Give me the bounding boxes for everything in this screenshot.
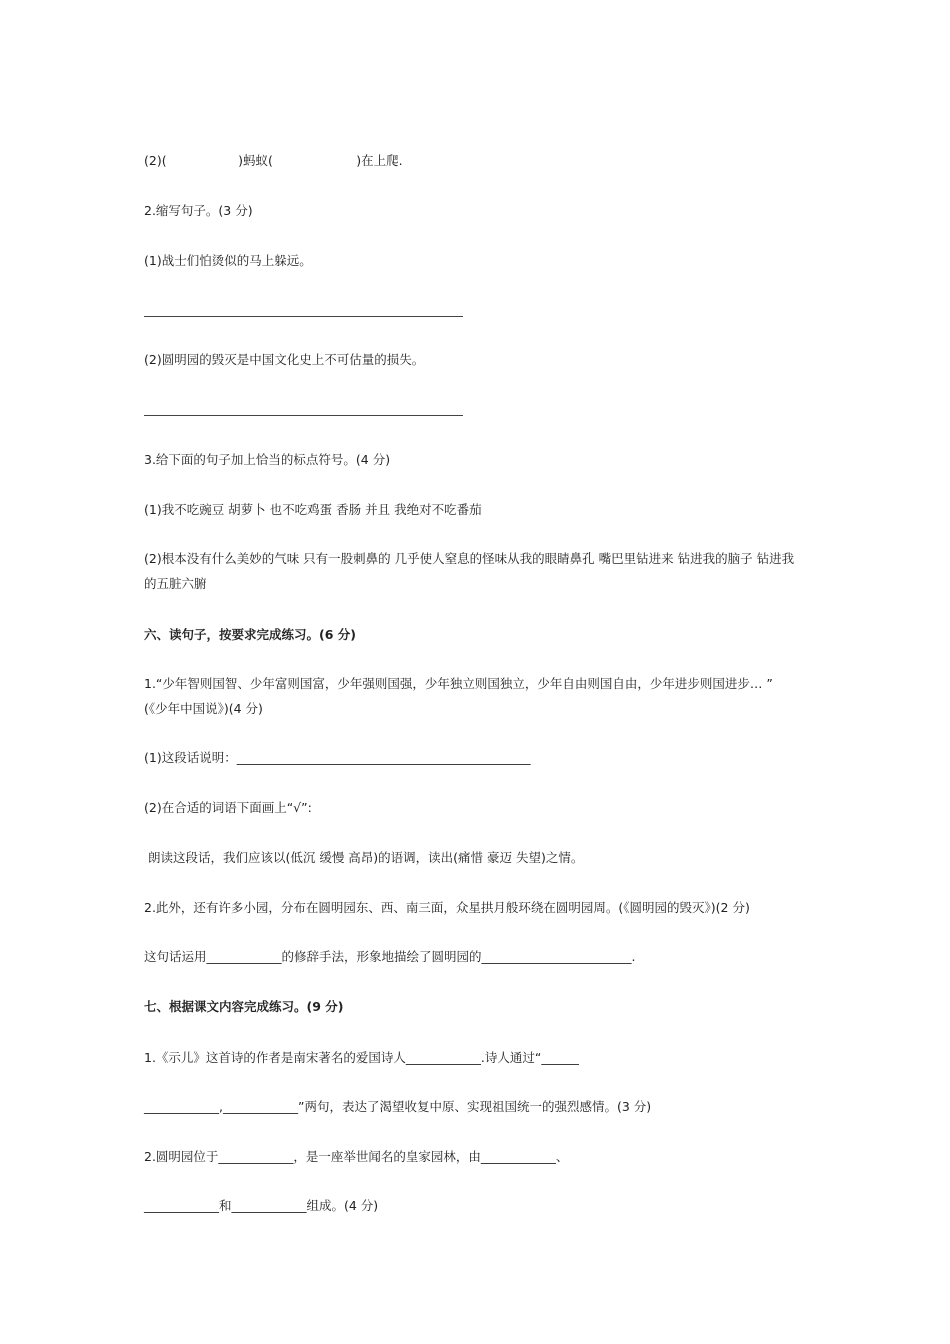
punctuation-sentence-2: (2)根本没有什么美妙的气味 只有一股刺鼻的 几乎使人窒息的怪味从我的眼睛鼻孔 嘴巴里钻进来 钻进我的脑子 钻进我 bbox=[144, 551, 795, 566]
section-six-heading: 六、读句子，按要求完成练习。(6 分) bbox=[144, 627, 356, 642]
answer-line bbox=[144, 415, 463, 416]
answer-line bbox=[144, 316, 463, 317]
passage-quote: 1.“少年智则国智、少年富则国富，少年强则国强，少年独立则国独立，少年自由则国自由，少年进步则国进步… ” bbox=[144, 676, 773, 691]
question-explain: (1)这段话说明：_______________________________________________ bbox=[144, 750, 531, 765]
passage-yuanmingyuan: 2.此外，还有许多小园，分布在圆明园东、西、南三面，众星拱月般环绕在圆明园周。(《圆明园的毁灭》)(2 分) bbox=[144, 900, 750, 915]
passage-source: (《少年中国说》)(4 分) bbox=[144, 701, 263, 716]
rhetoric-question: 这句话运用____________的修辞手法，形象地描绘了圆明园的________________________. bbox=[144, 949, 636, 964]
question-ants-fill: (2)( )蚂蚁( )在上爬. bbox=[144, 153, 403, 168]
yuanmingyuan-question-cont: ____________和____________组成。(4 分) bbox=[144, 1198, 379, 1213]
poem-question-1-cont: ____________,____________”两句，表达了渴望收复中原、实现祖国统一的强烈感情。(3 分) bbox=[144, 1099, 652, 1114]
shorten-sentence-1: (1)战士们怕烫似的马上躲远。 bbox=[144, 253, 312, 268]
question-mark-words: (2)在合适的词语下面画上“√”: bbox=[144, 800, 312, 815]
poem-question-1: 1.《示儿》这首诗的作者是南宋著名的爱国诗人____________.诗人通过“______ bbox=[144, 1050, 579, 1065]
yuanmingyuan-question: 2.圆明园位于____________，是一座举世闻名的皇家园林，由____________、 bbox=[144, 1149, 569, 1164]
section-3-heading: 3.给下面的句子加上恰当的标点符号。(4 分) bbox=[144, 452, 391, 467]
punctuation-sentence-1: (1)我不吃豌豆 胡萝卜 也不吃鸡蛋 香肠 并且 我绝对不吃番茄 bbox=[144, 502, 482, 517]
section-2-heading: 2.缩写句子。(3 分) bbox=[144, 203, 253, 218]
reading-tone-line: 朗读这段话，我们应该以(低沉 缓慢 高昂)的语调，读出(痛惜 豪迈 失望)之情。 bbox=[144, 850, 584, 865]
shorten-sentence-2: (2)圆明园的毁灭是中国文化史上不可估量的损失。 bbox=[144, 352, 425, 367]
section-seven-heading: 七、根据课文内容完成练习。(9 分) bbox=[144, 999, 344, 1014]
punctuation-sentence-2-cont: 的五脏六腑 bbox=[144, 576, 207, 591]
